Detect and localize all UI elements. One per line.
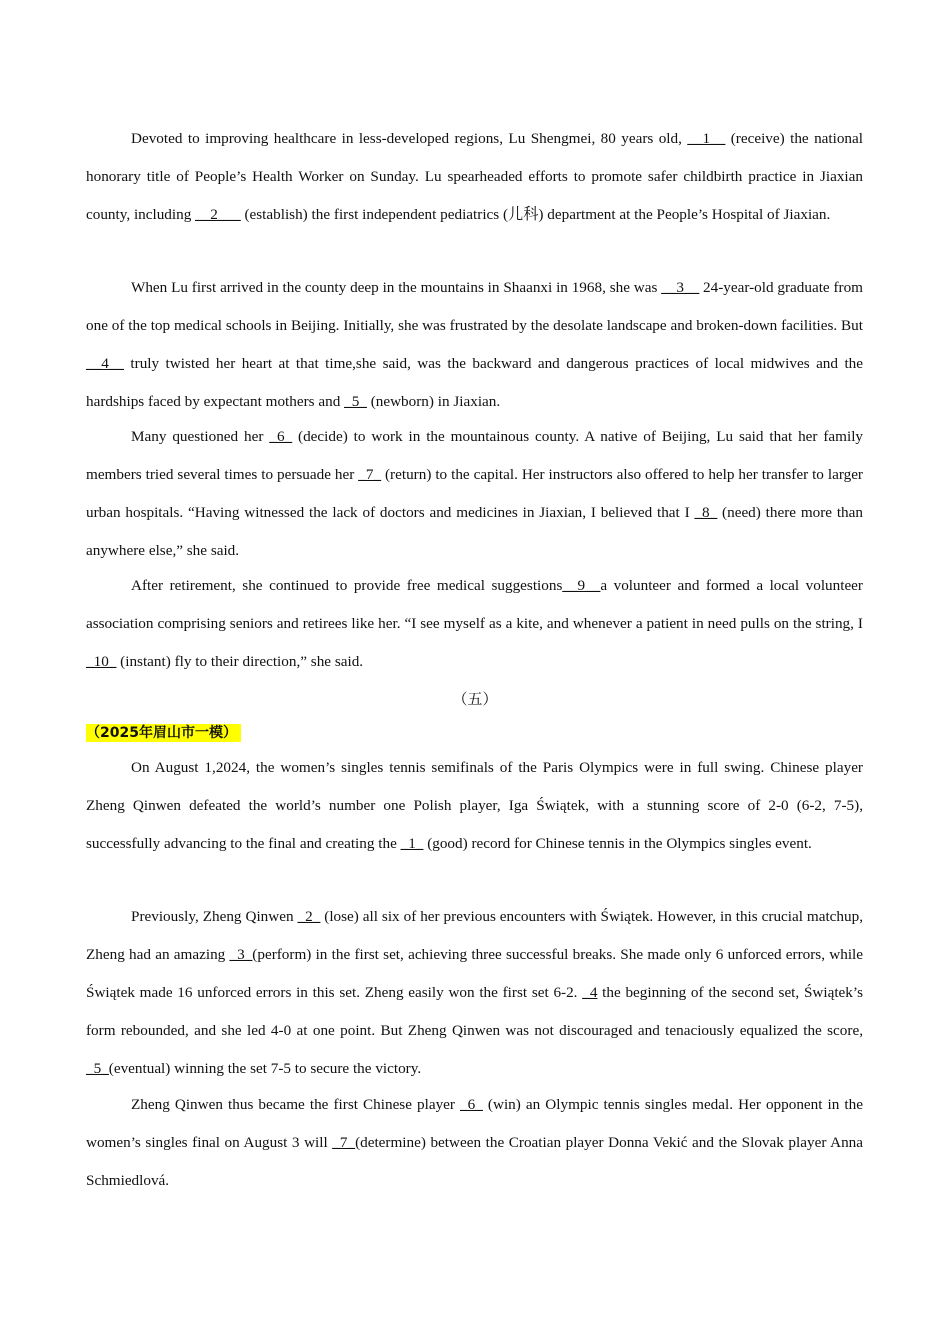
paragraph-text: 24-year-old graduate from one of the top medical schools in Beijing. Initially, she was frustrated by the desolate landscape and broken-down facilities. But: [86, 279, 863, 334]
passage4-paragraph: [86, 418, 863, 570]
paragraph-text: (eventual) winning the set 7-5 to secure the victory.: [108, 1060, 422, 1077]
passage4-paragraph: [86, 120, 863, 234]
answer-blank: _5_: [344, 393, 367, 410]
paragraph-text: the beginning of the second set, Świątek’s form rebounded, and she led 4-0 at one point. But Zheng Qinwen was not discouraged and tenaciously equalized the score,: [86, 984, 863, 1039]
paragraph-text: Many questioned her: [131, 428, 270, 445]
answer-blank: _5_: [86, 1060, 109, 1077]
answer-blank: _8_: [694, 504, 718, 521]
paragraph-text: Zheng Qinwen thus became the first Chinese player: [131, 1096, 461, 1113]
answer-blank: __9__: [562, 577, 601, 594]
answer-blank: _6_: [269, 428, 293, 445]
paragraph-text: (good) record for Chinese tennis in the Olympics singles event.: [423, 835, 812, 852]
paragraph-text: (win) an Olympic tennis singles medal. Her opponent in the women’s singles final on August 3 will: [86, 1096, 863, 1151]
paragraph-text: (decide) to work in the mountainous county. A native of Beijing, Lu said that her family members tried several times to persuade her: [86, 428, 864, 483]
paragraph-text: (newborn) in Jiaxian.: [366, 393, 501, 410]
paragraph-text: (determine) between the Croatian player Donna Vekić and the Slovak player Anna Schmiedlová.: [86, 1134, 863, 1189]
section-label: （五）: [452, 690, 498, 708]
paragraph-text: a volunteer and formed a local volunteer association comprising seniors and retirees like her. “I see myself as a kite, and whenever a patient in need pulls on the string, I: [86, 577, 863, 632]
paragraph-text: (need) there more than anywhere else,” she said.: [86, 504, 863, 559]
answer-blank: _6_: [460, 1096, 483, 1113]
passage4-paragraph: [86, 567, 863, 681]
paragraph-text: (receive) the national honorary title of People’s Health Worker on Sunday. Lu spearheaded efforts to promote safer childbirth practice in Jiaxian county, including: [86, 130, 863, 223]
paragraph-text: (instant) fly to their direction,” she said.: [116, 653, 364, 670]
answer-blank: _10_: [86, 653, 117, 670]
answer-blank: __1__: [687, 130, 726, 147]
paragraph-text: After retirement, she continued to provide free medical suggestions: [131, 577, 563, 594]
paragraph-text: (perform) in the first set, achieving three successful breaks. She made only 6 unforced errors, while Świątek made 16 unforced errors in this set. Zheng easily won the first set 6-2.: [86, 946, 863, 1001]
paragraph-text: truly twisted her heart at that time,she said, was the backward and dangerous practices of local midwives and the hardships faced by expectant mothers and: [86, 355, 863, 410]
answer-blank: _4: [582, 984, 598, 1001]
paragraph-text: (return) to the capital. Her instructors also offered to help her transfer to larger urban hospitals. “Having witnessed the lack of doctors and medicines in Jiaxian, I believed that I: [86, 466, 863, 521]
paragraph-text: Devoted to improving healthcare in less-developed regions, Lu Shengmei, 80 years old,: [131, 130, 688, 147]
paragraph-text: (establish) the first independent pediatrics (儿科) department at the People’s Hospital of Jiaxian.: [240, 206, 831, 223]
source-tag: （2025年眉山市一模）: [86, 724, 241, 742]
answer-blank: _7_: [358, 466, 382, 483]
answer-blank: _1_: [400, 835, 424, 852]
paragraph-text: Previously, Zheng Qinwen: [131, 908, 298, 925]
passage5-paragraph: [86, 898, 863, 1088]
paragraph-text: (lose) all six of her previous encounters with Świątek. However, in this crucial matchup, Zheng had an amazing: [86, 908, 863, 963]
answer-blank: __2___: [195, 206, 241, 223]
answer-blank: __4__: [86, 355, 124, 372]
passage5-paragraph: [86, 749, 863, 863]
answer-blank: _7_: [332, 1134, 356, 1151]
answer-blank: _2_: [297, 908, 321, 925]
passage5-paragraph: [86, 1086, 863, 1200]
passage4-paragraph: [86, 269, 863, 421]
paragraph-text: When Lu first arrived in the county deep in the mountains in Shaanxi in 1968, she was: [131, 279, 662, 296]
answer-blank: __3__: [661, 279, 700, 296]
answer-blank: _3_: [229, 946, 253, 963]
paragraph-text: On August 1,2024, the women’s singles tennis semifinals of the Paris Olympics were in full swing. Chinese player Zheng Qinwen defeated the world’s number one Polish player, Iga Świątek, with a stunning score of 2-0 (6-2, 7-5), successfully advancing to the final and creating the: [86, 759, 863, 852]
